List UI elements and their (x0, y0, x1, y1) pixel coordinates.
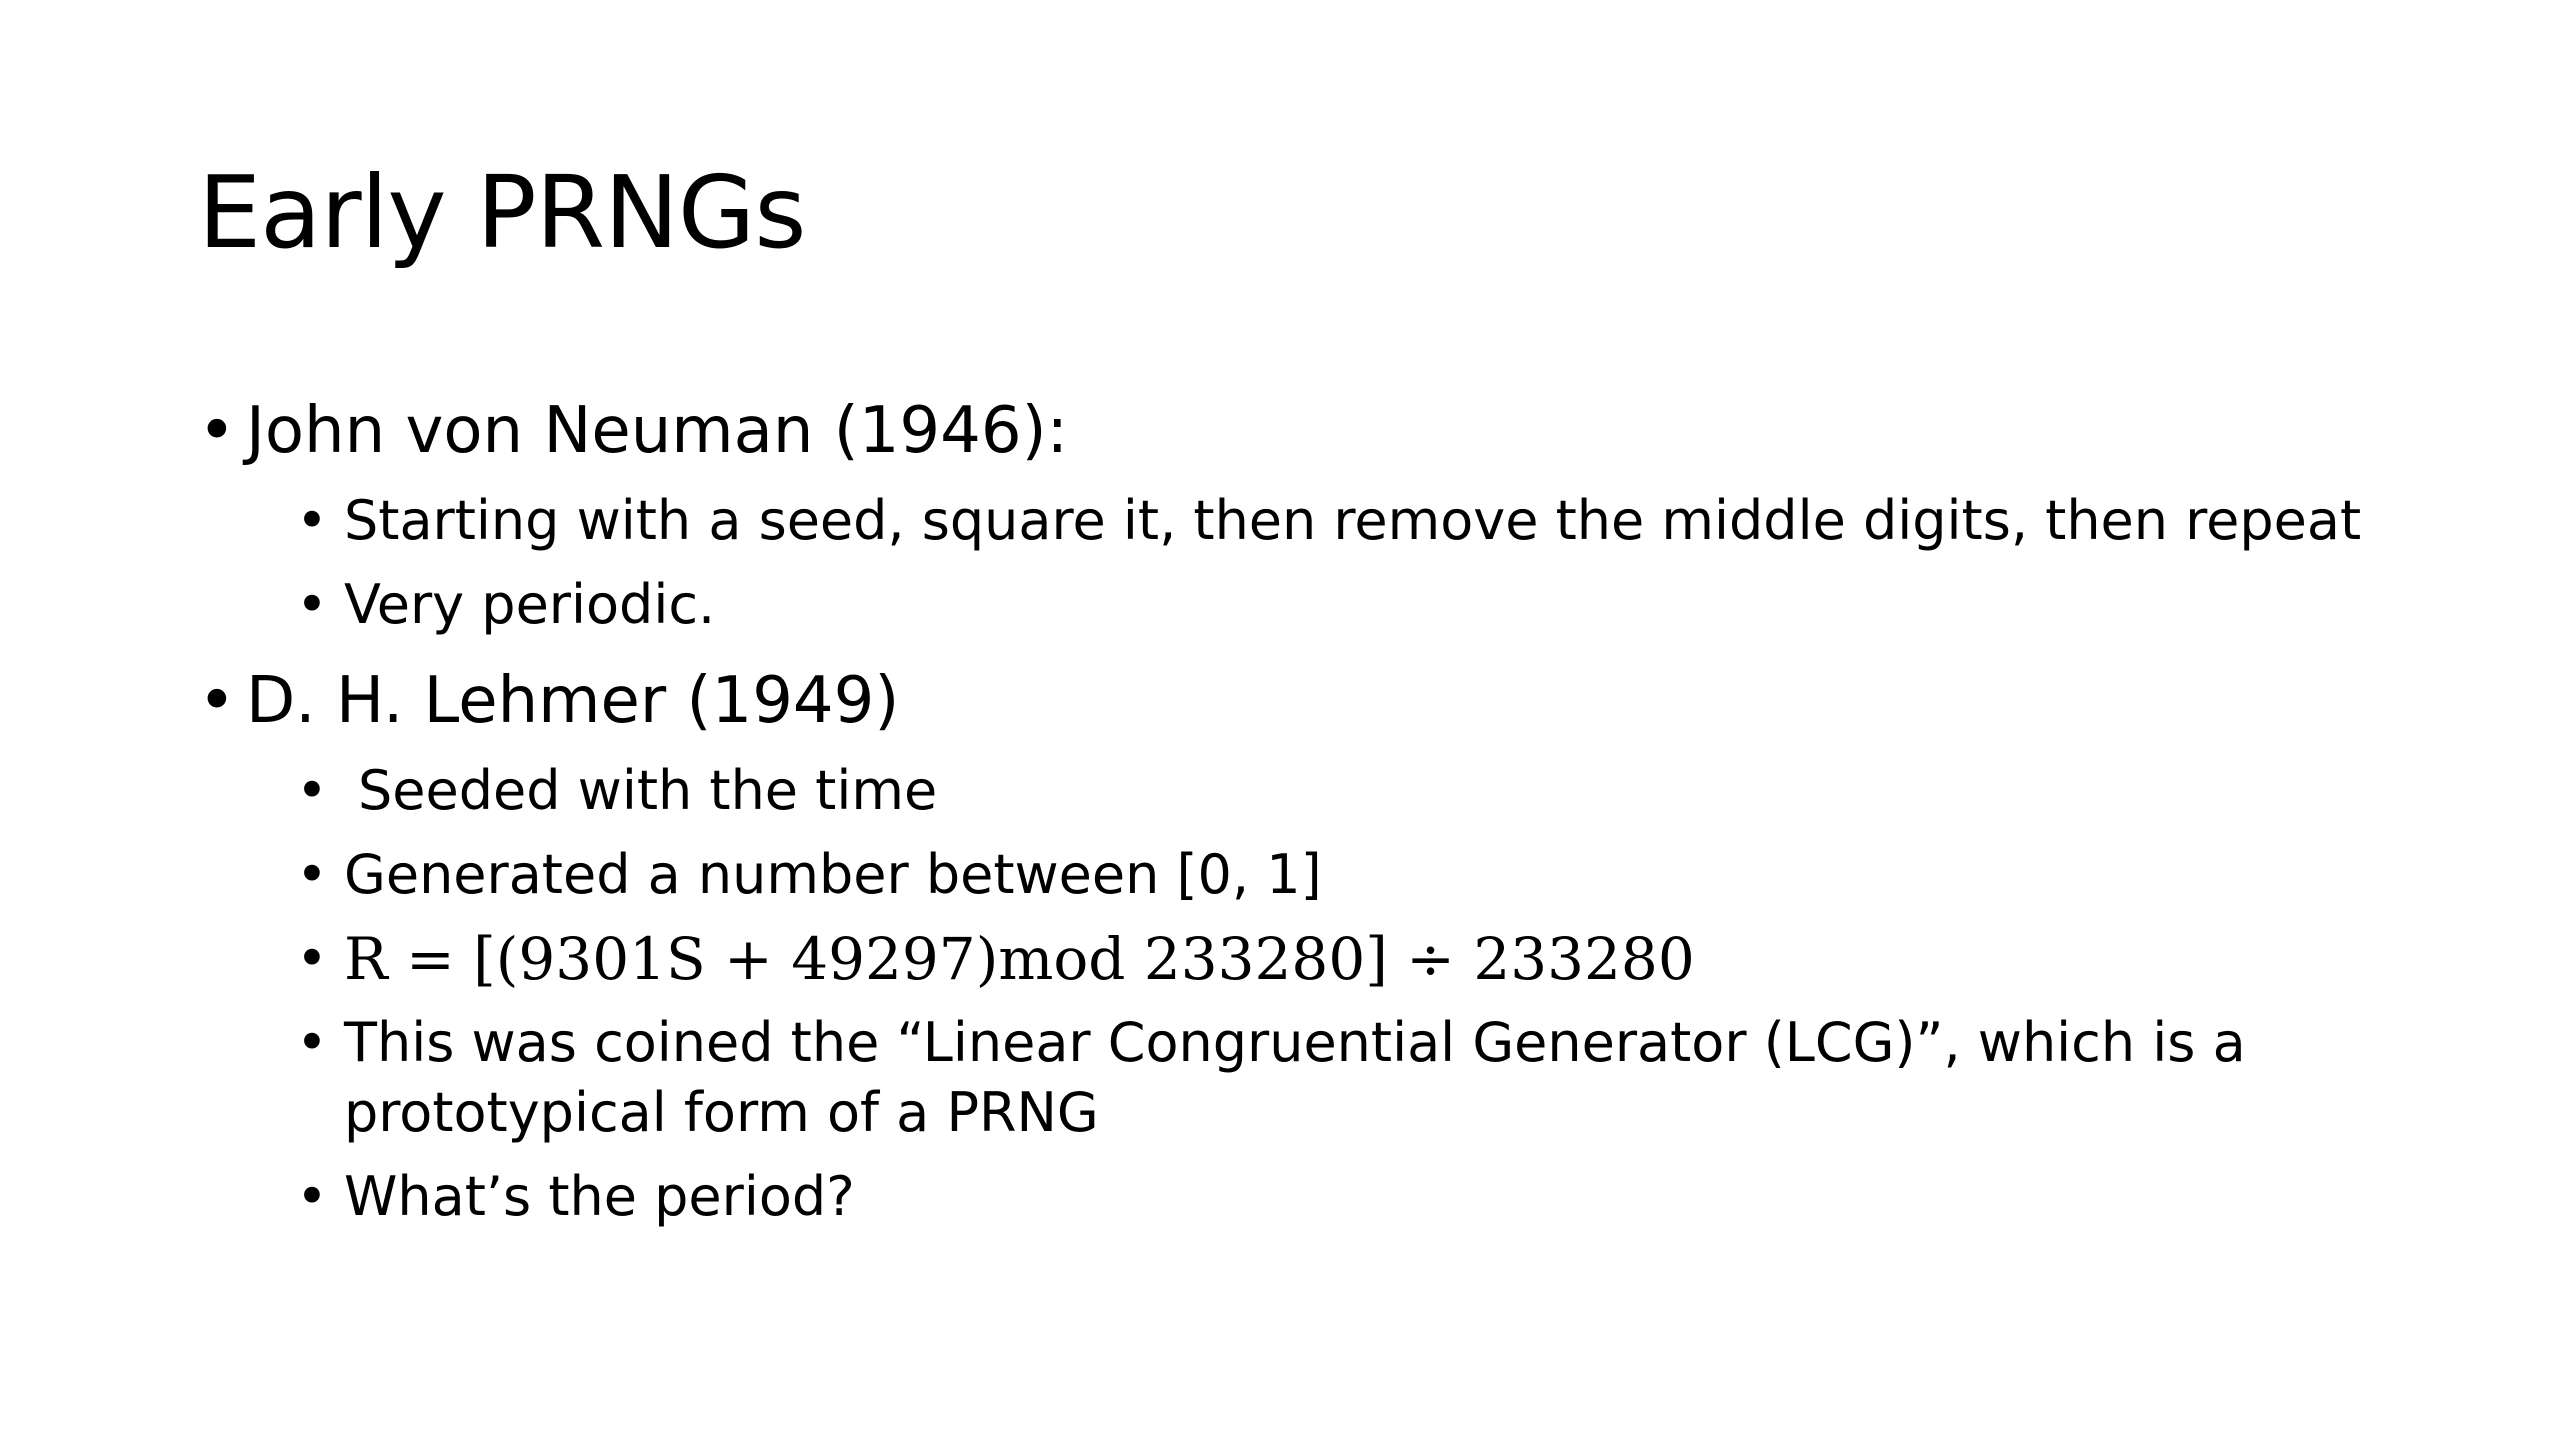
bullet-dot-icon: • (296, 1011, 328, 1074)
slide-title: Early PRNGs (198, 154, 806, 271)
sublist-von-neumann (198, 486, 2458, 640)
bullet-text: John von Neuman (1946): (246, 394, 1069, 468)
subbullet-text: This was coined the “Linear Congruential Generator (LCG)”, which is a prototypical form of a PRNG (344, 1011, 2246, 1144)
subbullet-range (198, 840, 2424, 910)
bullet-dot-icon: • (296, 927, 328, 990)
bullet-lehmer (198, 660, 2458, 742)
subbullet-text: Very periodic. (344, 573, 716, 636)
subbullet-formula (198, 924, 2424, 994)
subbullet-text: Generated a number between [0, 1] (344, 843, 1322, 906)
subbullet-text: Starting with a seed, square it, then remove the middle digits, then repeat (344, 489, 2362, 552)
subbullet-periodic (198, 570, 2424, 640)
subbullet-seeded-time (198, 756, 2424, 826)
subbullet-period (198, 1162, 2424, 1232)
bullet-dot-icon: • (296, 573, 328, 636)
bullet-dot-icon: • (296, 1165, 328, 1228)
slide-body (198, 390, 2458, 1252)
sublist-lehmer (198, 756, 2458, 1232)
bullet-text: D. H. Lehmer (1949) (246, 664, 900, 738)
bullet-dot-icon: • (296, 843, 328, 906)
bullet-dot-icon: • (296, 759, 328, 822)
bullet-dot-icon: • (198, 394, 236, 468)
bullet-von-neumann (198, 390, 2458, 472)
bullet-dot-icon: • (296, 489, 328, 552)
subbullet-text: What’s the period? (344, 1165, 855, 1228)
lcg-formula: R = [(9301S + 49297)mod 233280] ÷ 233280 (344, 925, 1695, 993)
bullet-dot-icon: • (198, 664, 236, 738)
subbullet-middle-square (198, 486, 2424, 556)
subbullet-text: Seeded with the time (358, 759, 938, 822)
subbullet-lcg (198, 1008, 2424, 1148)
